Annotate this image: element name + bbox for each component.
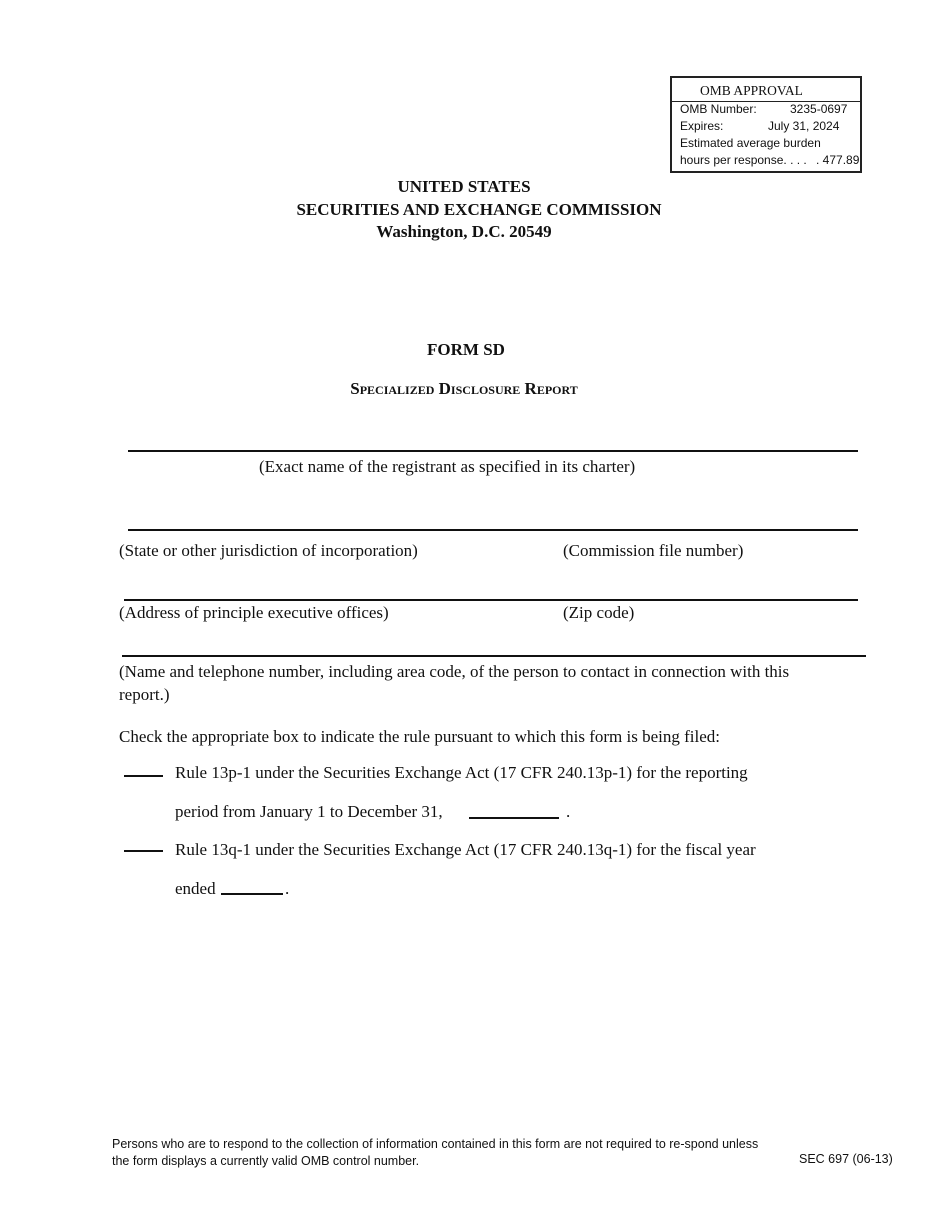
form-title: FORM SD	[427, 340, 505, 359]
contact-label: (Name and telephone number, including area code, of the person to contact in connection with this report.)	[119, 662, 790, 704]
fiscal-year-end-blank[interactable]	[221, 893, 283, 895]
omb-expires-label: Expires:	[680, 119, 724, 133]
header-agency: SECURITIES AND EXCHANGE COMMISSION	[296, 200, 662, 219]
rule-13q-1-line1: Rule 13q-1 under the Securities Exchange Act (17 CFR 240.13q-1) for the fiscal year	[175, 840, 756, 859]
rule-13q-1-checkbox[interactable]	[124, 850, 163, 852]
footer-omb-notice: Persons who are to respond to the collection of information contained in this form are not required to re-spond unless the form displays a currently valid OMB control number.	[112, 1137, 759, 1168]
header-country: UNITED STATES	[397, 177, 531, 196]
rule-13q-1-period: .	[285, 879, 290, 898]
address-label: (Address of principle executive offices)	[119, 603, 389, 622]
omb-burden-label: hours per response. . . .	[680, 153, 807, 167]
rule-13p-1-checkbox[interactable]	[124, 775, 163, 777]
rule-instruction: Check the appropriate box to indicate the rule pursuant to which this form is being filed:	[119, 727, 720, 746]
omb-approval-title: OMB APPROVAL	[700, 83, 803, 98]
contact-line[interactable]	[122, 655, 866, 657]
address-zip-line[interactable]	[124, 599, 858, 601]
omb-burden-line1: Estimated average burden	[680, 136, 821, 150]
form-identifier: SEC 697 (06-13)	[799, 1152, 893, 1166]
header-address: Washington, D.C. 20549	[376, 222, 552, 241]
rule-13q-1-line2: ended	[175, 879, 216, 898]
reporting-year-blank[interactable]	[469, 817, 559, 819]
rule-13p-1-line1: Rule 13p-1 under the Securities Exchange Act (17 CFR 240.13p-1) for the reporting	[175, 763, 748, 782]
jurisdiction-file-number-line[interactable]	[128, 529, 858, 531]
omb-number-label: OMB Number:	[680, 102, 757, 116]
registrant-name-label: (Exact name of the registrant as specified in its charter)	[259, 457, 636, 476]
rule-13p-1-line2: period from January 1 to December 31,	[175, 802, 443, 821]
omb-burden-value: . 477.89	[816, 153, 860, 167]
rule-13p-1-period: .	[566, 802, 571, 821]
omb-number-value: 3235-0697	[790, 102, 848, 116]
registrant-name-line[interactable]	[128, 450, 858, 452]
form-subtitle: Specialized Disclosure Report	[350, 379, 578, 398]
file-number-label: (Commission file number)	[563, 541, 744, 560]
jurisdiction-label: (State or other jurisdiction of incorporation)	[119, 541, 418, 560]
omb-expires-value: July 31, 2024	[768, 119, 840, 133]
zip-label: (Zip code)	[563, 603, 635, 622]
